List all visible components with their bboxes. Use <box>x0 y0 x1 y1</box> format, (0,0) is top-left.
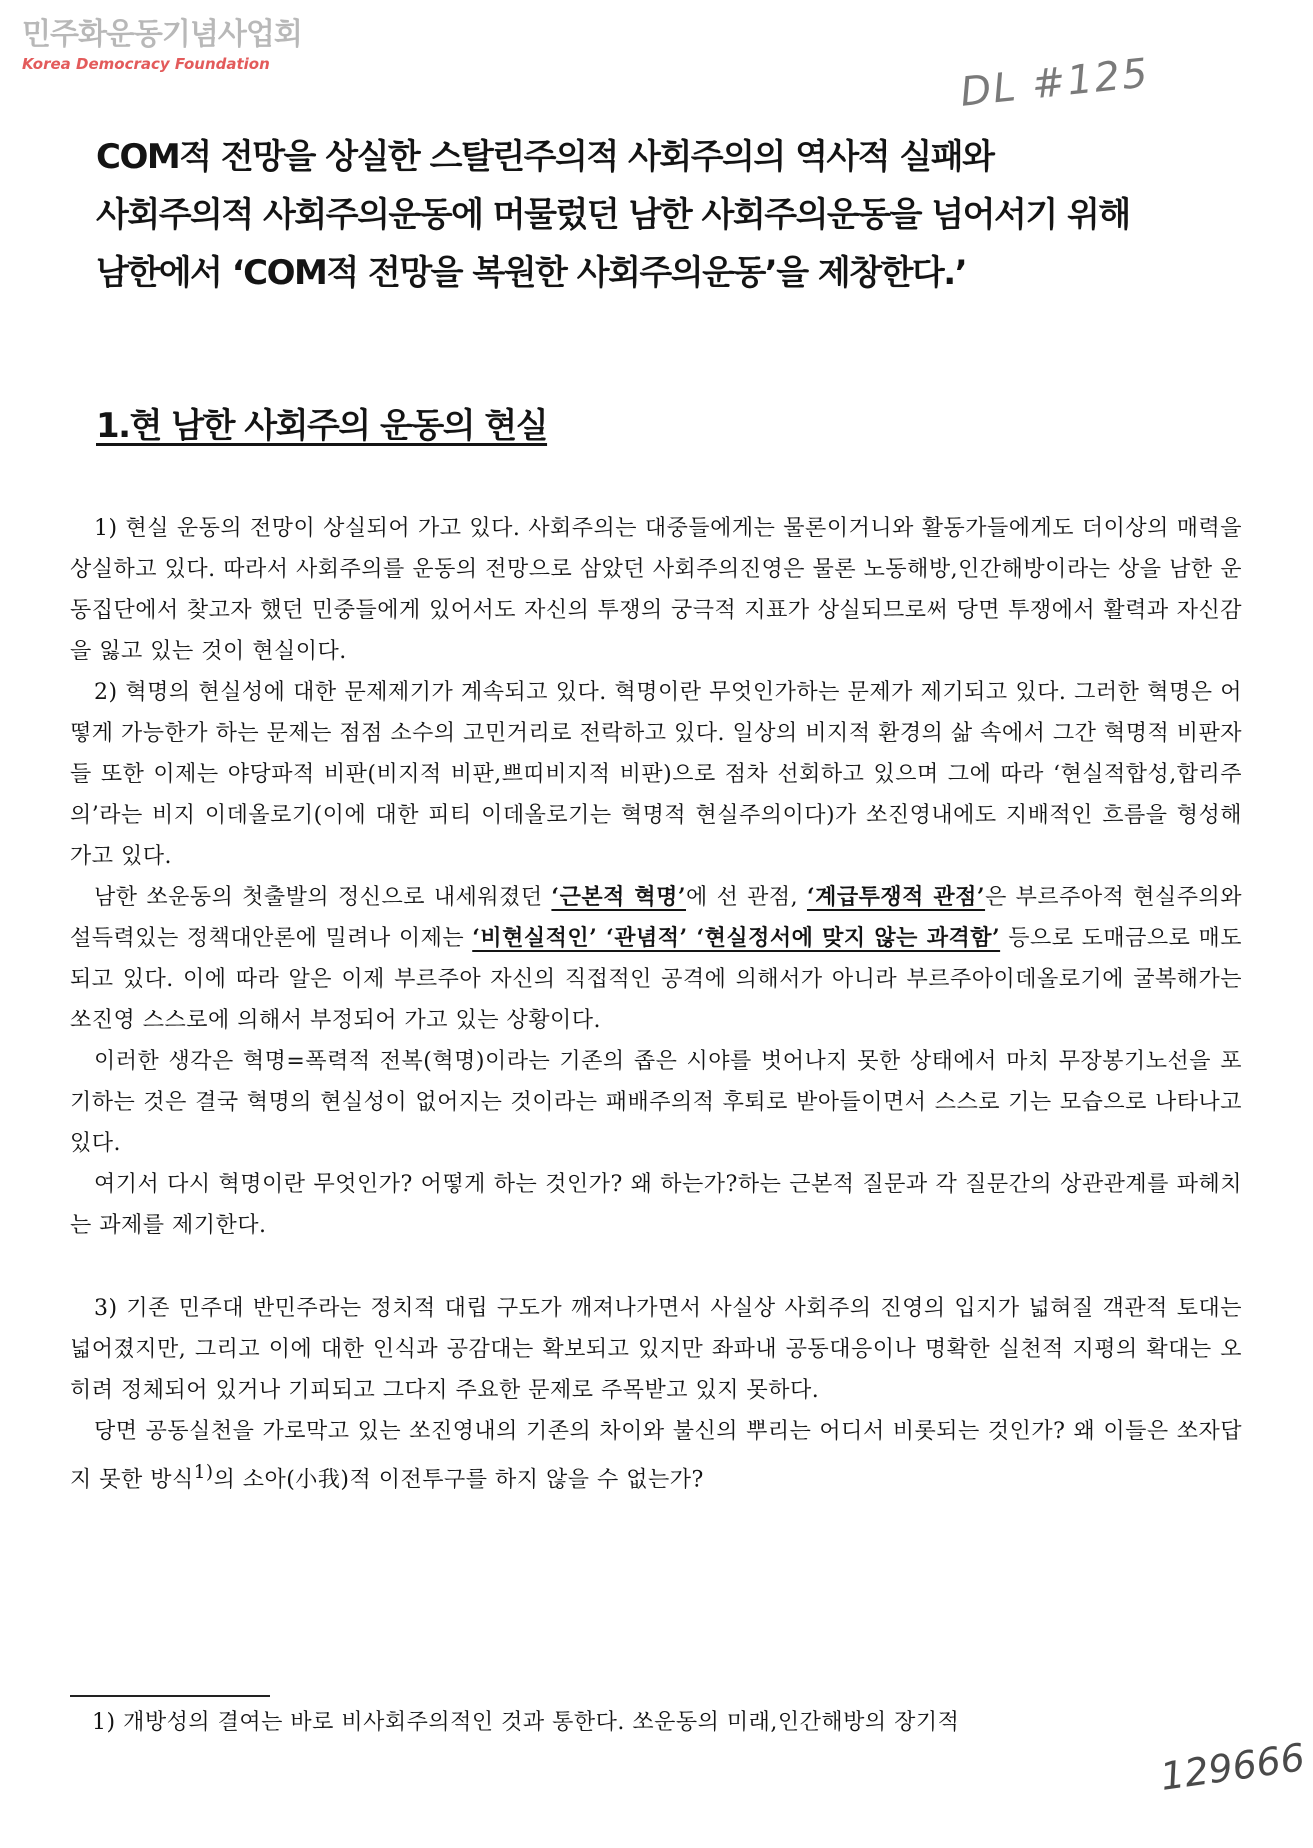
paragraph-3-text-c: 은 부르주아적 현실주의와 설득력있는 정책대안론에 밀려나 이제는 <box>70 885 1242 951</box>
paragraph-3-text-b: 에 선 관점, <box>686 885 807 910</box>
paragraph-3-text-a: 남한 쏘운동의 첫출발의 정신으로 내세워졌던 <box>94 885 552 910</box>
underlined-phrase-3: ‘비현실적인’ ‘관념적’ ‘현실정서에 맞지 않는 과격함’ <box>472 925 1001 951</box>
title-line-3: 남한에서 ‘COM적 전망을 복원한 사회주의운동’을 제창한다.’ <box>96 253 967 293</box>
handwritten-document-number: 129666 <box>1157 1735 1308 1799</box>
paragraph-3 <box>70 877 1242 1041</box>
paragraph-5: 여기서 다시 혁명이란 무엇인가? 어떻게 하는 것인가? 왜 하는가?하는 근본적 질문과 각 질문간의 상관관계를 파헤치는 과제를 제기한다. <box>70 1172 1242 1238</box>
footnote: 1) 개방성의 결여는 바로 비사회주의적인 것과 통한다. 쏘운동의 미래,인간해방의 장기적 <box>92 1710 960 1735</box>
paragraph-7-text-a: 당면 공동실천을 가로막고 있는 쏘진영내의 기존의 차이와 불신의 뿌리는 어디서 비롯되는 것인가? 왜 이들은 쏘자답지 못한 방식 <box>70 1419 1242 1493</box>
paragraph-7-text-b: 의 소아(小我)적 이전투구를 하지 않을 수 없는가? <box>213 1467 704 1493</box>
footnote-marker: 1) <box>193 1462 214 1483</box>
paragraph-1: 1) 현실 운동의 전망이 상실되어 가고 있다. 사회주의는 대중들에게는 물론이거니와 활동가들에게도 더이상의 매력을 상실하고 있다. 따라서 사회주의를 운동의 전망으로 삼았던 사회주의진영은 물론 노동해방,인간해방이라는 상을 남한 운동집단에서 찾고자 했던 민중들에게 있어서도 자신의 투쟁의 궁극적 지표가 상실되므로써 당면 투쟁에서 활력과 자신감을 잃고 있는 것이 현실이다. <box>70 516 1242 664</box>
paragraph-gap <box>70 1246 1242 1288</box>
paragraph-6: 3) 기존 민주대 반민주라는 정치적 대립 구도가 깨져나가면서 사실상 사회주의 진영의 입지가 넓혀질 객관적 토대는 넓어졌지만, 그리고 이에 대한 인식과 공감대는 확보되고 있지만 좌파내 공동대응이나 명확한 실천적 지평의 확대는 오히려 정체되어 있거나 기피되고 그다지 주요한 문제로 주목받고 있지 못하다. <box>70 1296 1242 1403</box>
paragraph-4: 이러한 생각은 혁명=폭력적 전복(혁명)이라는 기존의 좁은 시야를 벗어나지 못한 상태에서 마치 무장봉기노선을 포기하는 것은 결국 혁명의 현실성이 없어지는 것이라는 패배주의적 후퇴로 받아들이면서 스스로 기는 모습으로 나타나고 있다. <box>70 1049 1242 1156</box>
title-line-1: COM적 전망을 상실한 스탈린주의적 사회주의의 역사적 실패와 <box>96 137 994 177</box>
handwritten-archive-number: DL #125 <box>958 50 1152 116</box>
paragraph-2: 2) 혁명의 현실성에 대한 문제제기가 계속되고 있다. 혁명이란 무엇인가하는 문제가 제기되고 있다. 그러한 혁명은 어떻게 가능한가 하는 문제는 점점 소수의 고민거리로 전락하고 있다. 일상의 비지적 환경의 삶 속에서 그간 혁명적 비판자들 또한 이제는 야당파적 비판(비지적 비판,쁘띠비지적 비판)으로 점차 선회하고 있으며 그에 따라 ‘현실적합성,합리주의’라는 비지 이데올로기(이에 대한 피티 이데올로기는 혁명적 현실주의이다)가 쏘진영내에도 지배적인 흐름을 형성해가고 있다. <box>70 680 1242 869</box>
title-line-2: 사회주의적 사회주의운동에 머물렀던 남한 사회주의운동을 넘어서기 위해 <box>96 195 1130 235</box>
document-title <box>96 128 1246 302</box>
logo-korean: 민주화운동기념사업회 <box>22 17 302 52</box>
footnote-rule <box>70 1695 270 1697</box>
document-body <box>70 508 1242 1500</box>
foundation-logo <box>22 18 302 74</box>
logo-english: Korea Democracy Foundation <box>22 55 270 73</box>
underlined-phrase-2: ‘계급투쟁적 관점’ <box>806 884 986 910</box>
section-heading: 1.현 남한 사회주의 운동의 현실 <box>96 406 548 446</box>
paragraph-3-text-d: 등으로 도매금으로 매도되고 있다. 이에 따라 알은 이제 부르주아 자신의 직접적인 공격에 의해서가 아니라 부르주아이데올로기에 굴복해가는 쏘진영 스스로에 의해서 부정되어 가고 있는 상황이다. <box>70 926 1242 1033</box>
paragraph-7 <box>70 1411 1242 1500</box>
underlined-phrase-1: ‘근본적 혁명’ <box>551 884 686 910</box>
